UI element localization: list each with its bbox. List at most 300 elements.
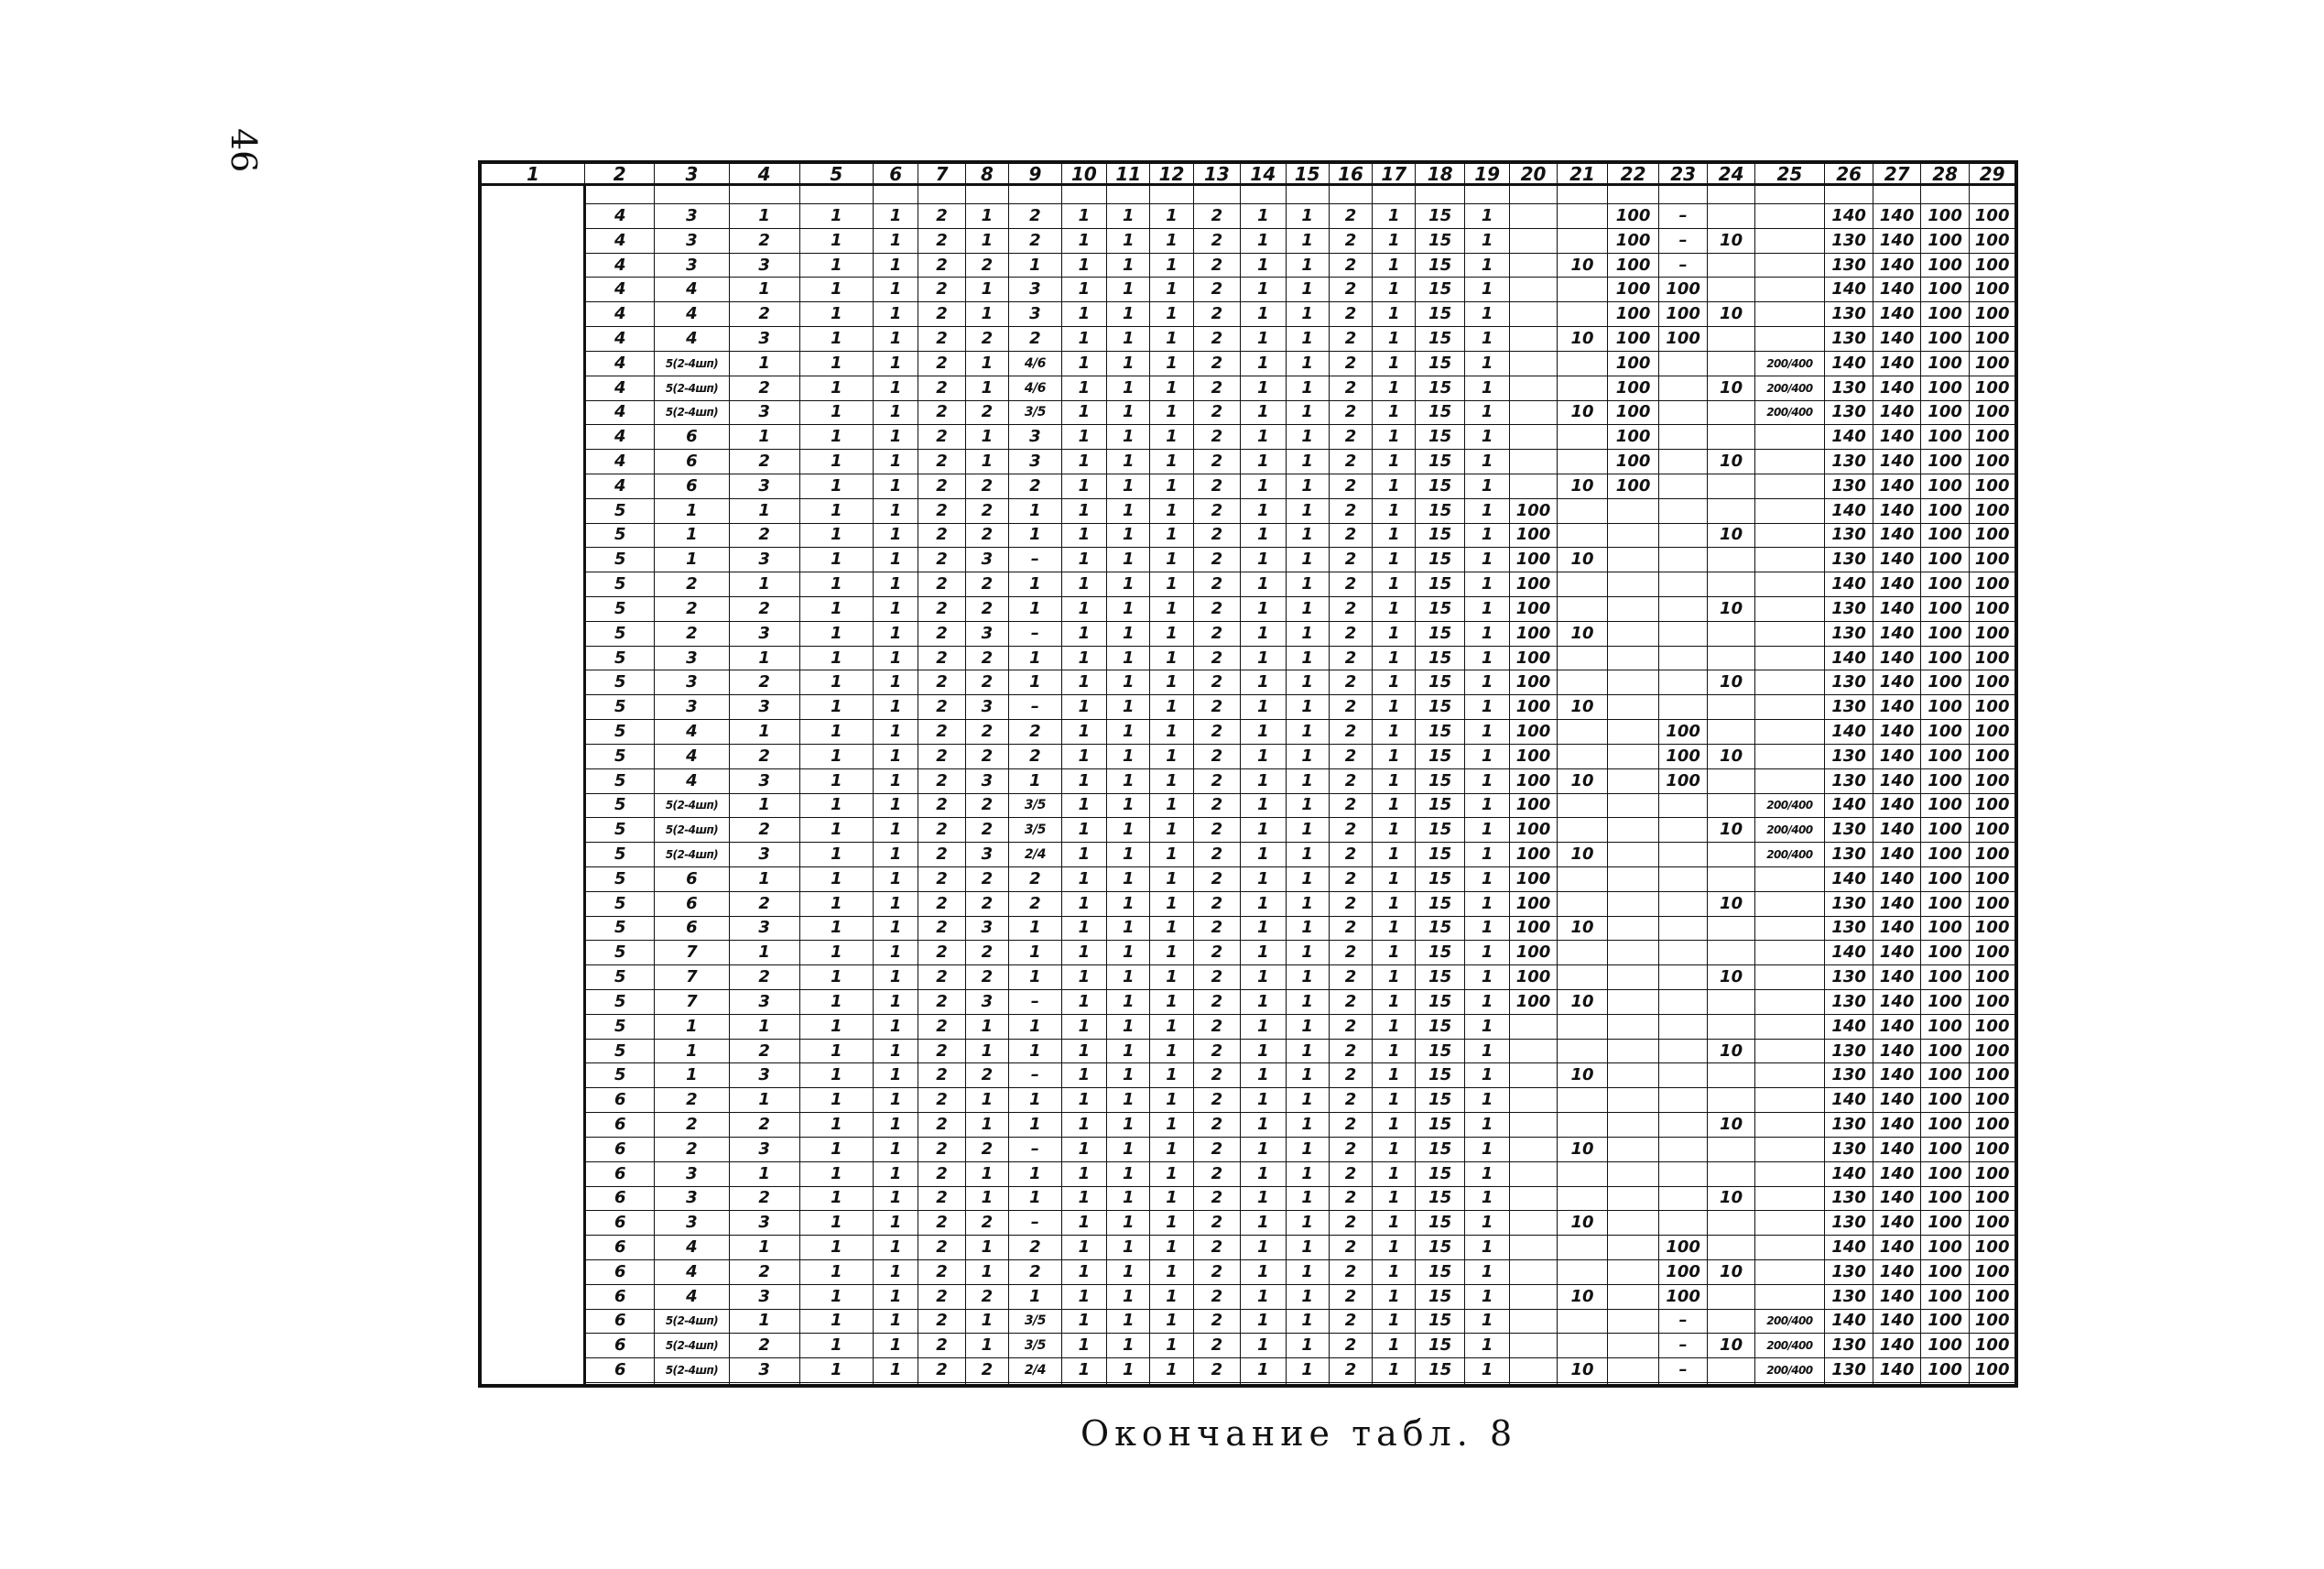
table-cell: 1 <box>729 1309 799 1334</box>
table-cell: 15 <box>1416 1063 1465 1088</box>
table-cell: 1 <box>1150 744 1193 768</box>
table-cell: 2 <box>1329 720 1372 745</box>
table-cell: 1 <box>1286 327 1329 352</box>
table-cell: 2 <box>1329 990 1372 1015</box>
table-cell: 1 <box>1150 351 1193 376</box>
table-cell: 1 <box>1107 670 1150 695</box>
table-cell: 100 <box>1920 1161 1970 1186</box>
table-cell: 1 <box>799 1014 873 1039</box>
table-cell: 2 <box>918 572 965 597</box>
table-cell: 7 <box>655 941 729 965</box>
table-cell: 1 <box>1373 941 1416 965</box>
table-cell: 15 <box>1416 916 1465 941</box>
table-cell: 1 <box>1373 1137 1416 1161</box>
table-cell: 1 <box>873 400 918 425</box>
table-cell <box>1608 548 1659 572</box>
table-cell <box>1557 1088 1608 1113</box>
table-row <box>482 597 2015 622</box>
table-cell: 1 <box>1241 425 1286 450</box>
table-cell: 1 <box>1061 1358 1106 1383</box>
table-cell: 2 <box>1193 1063 1240 1088</box>
table-cell: 1 <box>799 1088 873 1113</box>
table-cell: 1 <box>873 228 918 253</box>
table-cell: 2 <box>918 302 965 327</box>
table-cell: 10 <box>1557 843 1608 867</box>
table-cell: 1 <box>1464 376 1509 400</box>
table-cell: 5 <box>585 695 655 720</box>
table-cell: 2 <box>1329 278 1372 302</box>
table-cell: 2 <box>918 1039 965 1063</box>
table-cell: 2 <box>965 327 1008 352</box>
table-cell <box>1708 621 1754 646</box>
table-cell: 1 <box>1150 597 1193 622</box>
table-cell: 130 <box>1824 376 1873 400</box>
table-cell: 1 <box>1373 793 1416 818</box>
table-cell: 1 <box>873 916 918 941</box>
table-cell: 1 <box>1009 646 1062 670</box>
table-cell <box>1708 351 1754 376</box>
table-cell: 4 <box>655 327 729 352</box>
table-cell: 140 <box>1824 572 1873 597</box>
table-cell: 130 <box>1824 965 1873 990</box>
table-cell: 100 <box>1608 302 1659 327</box>
table-cell <box>1708 548 1754 572</box>
table-cell: 1 <box>1241 965 1286 990</box>
table-cell: 100 <box>1970 597 2015 622</box>
table-cell: 130 <box>1824 1186 1873 1211</box>
table-cell: 1 <box>799 621 873 646</box>
table-cell: 1 <box>1150 720 1193 745</box>
table-cell: 1 <box>1373 253 1416 278</box>
table-cell: 2 <box>1193 720 1240 745</box>
table-cell-empty <box>1970 1383 2015 1385</box>
table-cell <box>1557 597 1608 622</box>
table-cell: 1 <box>1150 793 1193 818</box>
table-cell: 1 <box>1061 720 1106 745</box>
table-cell: 4 <box>655 1259 729 1284</box>
table-cell: 1 <box>965 1259 1008 1284</box>
table-cell: 1 <box>1061 597 1106 622</box>
table-cell: 1 <box>1107 425 1150 450</box>
table-cell: 100 <box>1920 621 1970 646</box>
table-cell: 2 <box>1193 327 1240 352</box>
table-cell: 1 <box>1009 498 1062 523</box>
spacer-cell <box>1464 185 1509 204</box>
table-cell: 1 <box>1107 744 1150 768</box>
table-cell <box>1754 1039 1824 1063</box>
table-cell: 1 <box>1150 866 1193 891</box>
table-cell: 1 <box>729 941 799 965</box>
table-cell: 1 <box>729 204 799 229</box>
table-cell <box>1510 400 1557 425</box>
table-cell: 6 <box>585 1309 655 1334</box>
table-cell <box>1708 941 1754 965</box>
table-cell: 1 <box>1150 768 1193 793</box>
table-cell: 10 <box>1708 450 1754 474</box>
table-cell <box>1708 1309 1754 1334</box>
table-cell: 1 <box>1373 302 1416 327</box>
table-cell: 1 <box>1286 228 1329 253</box>
table-cell: 100 <box>1920 498 1970 523</box>
table-cell: 130 <box>1824 695 1873 720</box>
table-cell: 1 <box>1061 523 1106 548</box>
table-cell: 4 <box>585 302 655 327</box>
table-cell: 1 <box>1464 572 1509 597</box>
table-cell: 10 <box>1557 253 1608 278</box>
table-cell: 3 <box>655 1161 729 1186</box>
table-cell: 15 <box>1416 1236 1465 1260</box>
table-cell: 1 <box>1286 720 1329 745</box>
table-cell <box>1557 1236 1608 1260</box>
table-cell <box>1708 400 1754 425</box>
table-cell: 3 <box>655 204 729 229</box>
table-cell: 2 <box>918 253 965 278</box>
table-cell: 2 <box>1193 1259 1240 1284</box>
table-row <box>482 278 2015 302</box>
table-cell: 100 <box>1920 891 1970 916</box>
table-cell: 2 <box>1193 204 1240 229</box>
table-cell: 2 <box>1009 327 1062 352</box>
table-cell: 130 <box>1824 1063 1873 1088</box>
table-cell <box>1708 768 1754 793</box>
table-cell: 5 <box>585 1063 655 1088</box>
column-header: 6 <box>873 164 918 185</box>
table-cell <box>1557 646 1608 670</box>
table-cell: 100 <box>1970 1161 2015 1186</box>
table-cell: 15 <box>1416 1309 1465 1334</box>
table-cell: 1 <box>1241 450 1286 474</box>
table-cell: 2 <box>1329 866 1372 891</box>
table-cell <box>1708 1063 1754 1088</box>
table-row <box>482 523 2015 548</box>
table-cell: 2 <box>965 253 1008 278</box>
table-cell: 100 <box>1510 548 1557 572</box>
table-cell: 1 <box>1286 302 1329 327</box>
table-cell: 2 <box>918 670 965 695</box>
table-cell <box>1608 1137 1659 1161</box>
table-cell: 140 <box>1873 572 1920 597</box>
table-cell: 1 <box>873 646 918 670</box>
table-cell: 100 <box>1510 523 1557 548</box>
table-cell: 1 <box>799 474 873 498</box>
table-cell: 100 <box>1920 597 1970 622</box>
table-cell: 1 <box>1107 843 1150 867</box>
table-cell: 140 <box>1873 1186 1920 1211</box>
table-cell: 4 <box>655 744 729 768</box>
table-cell: 1 <box>1150 523 1193 548</box>
table-cell: 1 <box>1009 941 1062 965</box>
table-cell: 140 <box>1873 228 1920 253</box>
spacer-cell <box>1150 185 1193 204</box>
table-cell: 1 <box>1464 1309 1509 1334</box>
table-cell: 3 <box>729 916 799 941</box>
table-cell: 140 <box>1873 1113 1920 1138</box>
table-row <box>482 720 2015 745</box>
spacer-cell <box>1329 185 1372 204</box>
table-cell: 1 <box>1373 768 1416 793</box>
table-cell: 130 <box>1824 1334 1873 1358</box>
table-cell: 5 <box>585 891 655 916</box>
table-cell: 140 <box>1824 425 1873 450</box>
table-cell: 140 <box>1873 720 1920 745</box>
table-cell <box>1608 621 1659 646</box>
table-cell: 100 <box>1510 891 1557 916</box>
table-cell <box>1708 572 1754 597</box>
spacer-cell <box>1009 185 1062 204</box>
table-cell: 2 <box>918 327 965 352</box>
table-cell: 5(2-4шп) <box>655 1358 729 1383</box>
table-cell: 1 <box>1009 572 1062 597</box>
table-cell: 100 <box>1970 204 2015 229</box>
table-cell: 15 <box>1416 1137 1465 1161</box>
table-cell: 2/4 <box>1009 1358 1062 1383</box>
table-cell: 1 <box>1286 990 1329 1015</box>
table-cell: – <box>1009 1137 1062 1161</box>
table-cell: 2 <box>918 1186 965 1211</box>
table-cell: 1 <box>1286 523 1329 548</box>
table-cell: 1 <box>873 941 918 965</box>
table-cell: 1 <box>1464 843 1509 867</box>
table-row <box>482 1014 2015 1039</box>
table-cell: 100 <box>1970 302 2015 327</box>
table-cell: 4 <box>585 400 655 425</box>
table-cell: 100 <box>1970 572 2015 597</box>
table-cell: 100 <box>1970 965 2015 990</box>
table-cell <box>1510 1284 1557 1309</box>
table-cell: 1 <box>1464 474 1509 498</box>
table-cell <box>1754 597 1824 622</box>
table-cell: 3 <box>729 768 799 793</box>
table-cell <box>1658 1186 1708 1211</box>
table-cell: – <box>1009 548 1062 572</box>
table-cell: 100 <box>1970 720 2015 745</box>
table-cell: 10 <box>1557 990 1608 1015</box>
table-cell: 6 <box>585 1211 655 1236</box>
table-cell: 1 <box>655 1039 729 1063</box>
table-cell: 1 <box>1061 1063 1106 1088</box>
spacer-cell <box>1557 185 1608 204</box>
table-cell: 2 <box>1329 916 1372 941</box>
spacer-cell <box>1970 185 2015 204</box>
table-cell <box>1754 1186 1824 1211</box>
table-cell: 1 <box>1107 941 1150 965</box>
table-cell: 1 <box>1241 548 1286 572</box>
table-cell: 1 <box>1241 1334 1286 1358</box>
table-cell: 1 <box>1464 695 1509 720</box>
table-cell: 100 <box>1920 1211 1970 1236</box>
table-cell: 130 <box>1824 1137 1873 1161</box>
table-cell: 2 <box>918 646 965 670</box>
table-cell: 3/5 <box>1009 1309 1062 1334</box>
table-cell: 100 <box>1920 646 1970 670</box>
table-cell: 4 <box>585 327 655 352</box>
table-cell: 1 <box>1464 278 1509 302</box>
table-cell: 5 <box>585 597 655 622</box>
table-cell <box>1708 720 1754 745</box>
table-cell: 1 <box>1061 572 1106 597</box>
table-cell: 100 <box>1970 1259 2015 1284</box>
table-cell <box>1708 1014 1754 1039</box>
table-cell: 2 <box>1193 990 1240 1015</box>
table-cell: 200/400 <box>1754 843 1824 867</box>
table-cell: 2 <box>918 941 965 965</box>
table-cell <box>1608 1309 1659 1334</box>
table-cell: 2 <box>1193 228 1240 253</box>
table-row <box>482 793 2015 818</box>
table-cell: 100 <box>1510 866 1557 891</box>
table-row <box>482 1063 2015 1088</box>
table-cell: 1 <box>1373 450 1416 474</box>
table-cell <box>1510 278 1557 302</box>
table-cell <box>1658 646 1708 670</box>
table-cell: 1 <box>873 302 918 327</box>
table-cell-empty <box>1824 1383 1873 1385</box>
table-row <box>482 1259 2015 1284</box>
table-cell: 2 <box>1329 1186 1372 1211</box>
table-row <box>482 1039 2015 1063</box>
table-cell: 1 <box>1061 302 1106 327</box>
table-cell: 1 <box>1150 498 1193 523</box>
table-cell <box>1608 1088 1659 1113</box>
table-cell: 1 <box>873 866 918 891</box>
table-cell: 1 <box>1373 498 1416 523</box>
table-cell: 1 <box>1286 1259 1329 1284</box>
table-row <box>482 204 2015 229</box>
table-cell: 1 <box>1286 474 1329 498</box>
table-cell: 1 <box>1009 1039 1062 1063</box>
table-cell: 1 <box>1241 498 1286 523</box>
table-cell <box>1608 498 1659 523</box>
table-cell: 100 <box>1658 327 1708 352</box>
table-cell: 1 <box>729 1236 799 1260</box>
table-cell: 2 <box>918 450 965 474</box>
table-cell: 1 <box>799 1113 873 1138</box>
table-cell: 1 <box>799 278 873 302</box>
table-cell-empty <box>873 1383 918 1385</box>
table-cell: 100 <box>1970 793 2015 818</box>
table-cell <box>1658 376 1708 400</box>
table-cell: 2 <box>655 1137 729 1161</box>
table-cell: 2 <box>1193 351 1240 376</box>
table-cell: 10 <box>1708 1039 1754 1063</box>
table-cell: 100 <box>1920 990 1970 1015</box>
table-cell: 1 <box>1464 302 1509 327</box>
table-cell: 1 <box>729 498 799 523</box>
table-cell: 15 <box>1416 498 1465 523</box>
table-cell: 15 <box>1416 572 1465 597</box>
table-cell: 1 <box>1061 866 1106 891</box>
table-cell: 100 <box>1658 1236 1708 1260</box>
table-cell: 1 <box>1150 818 1193 843</box>
table-cell: 1 <box>1107 253 1150 278</box>
table-cell: 1 <box>873 1334 918 1358</box>
table-cell: 1 <box>1286 695 1329 720</box>
table-cell: 1 <box>799 744 873 768</box>
table-cell <box>1510 1088 1557 1113</box>
table-cell: 2 <box>1329 1211 1372 1236</box>
row-group-label <box>482 185 585 1385</box>
table-cell <box>1557 1113 1608 1138</box>
table-cell: 2 <box>655 1113 729 1138</box>
table-cell: 1 <box>1241 474 1286 498</box>
table-cell: 2 <box>918 1358 965 1383</box>
table-cell: 1 <box>1286 572 1329 597</box>
table-cell: 1 <box>1061 327 1106 352</box>
table-cell-empty <box>1557 1383 1608 1385</box>
table-cell-empty <box>655 1383 729 1385</box>
table-cell: 1 <box>729 1088 799 1113</box>
table-cell: – <box>1658 1334 1708 1358</box>
table-cell: 140 <box>1824 498 1873 523</box>
table-cell: 1 <box>655 1063 729 1088</box>
table-cell: 1 <box>1464 670 1509 695</box>
table-cell: 5 <box>585 793 655 818</box>
table-cell: 2 <box>965 646 1008 670</box>
table-row <box>482 302 2015 327</box>
table-cell <box>1754 1211 1824 1236</box>
table-cell: 140 <box>1873 695 1920 720</box>
table-cell: 100 <box>1970 1088 2015 1113</box>
table-cell: 100 <box>1920 965 1970 990</box>
table-cell <box>1557 1186 1608 1211</box>
table-cell: 1 <box>1286 1309 1329 1334</box>
table-cell <box>1510 1186 1557 1211</box>
table-cell: 1 <box>1286 891 1329 916</box>
table-cell: 1 <box>799 253 873 278</box>
table-cell: 140 <box>1873 450 1920 474</box>
table-cell-empty <box>1658 1383 1708 1385</box>
table-cell: 100 <box>1920 670 1970 695</box>
table-cell: 1 <box>1241 400 1286 425</box>
spacer-cell <box>585 185 655 204</box>
table-cell: 140 <box>1873 1334 1920 1358</box>
table-cell: 1 <box>1286 204 1329 229</box>
table-cell: 15 <box>1416 1039 1465 1063</box>
table-cell: 2 <box>1193 1088 1240 1113</box>
table-cell: 100 <box>1510 990 1557 1015</box>
table-cell: 3/5 <box>1009 793 1062 818</box>
table-cell: 1 <box>1107 695 1150 720</box>
table-cell: 2 <box>918 891 965 916</box>
table-cell <box>1708 474 1754 498</box>
table-cell: 1 <box>1107 474 1150 498</box>
table-cell: 2 <box>965 793 1008 818</box>
table-cell: 1 <box>1241 1259 1286 1284</box>
table-cell: 15 <box>1416 1334 1465 1358</box>
table-cell: 1 <box>1464 621 1509 646</box>
table-cell: 10 <box>1557 916 1608 941</box>
table-cell: 1 <box>873 1211 918 1236</box>
column-header: 4 <box>729 164 799 185</box>
table-cell: 1 <box>965 302 1008 327</box>
table-cell: 1 <box>799 793 873 818</box>
table-cell: 200/400 <box>1754 818 1824 843</box>
table-cell: 1 <box>1286 818 1329 843</box>
table-cell: 1 <box>1107 866 1150 891</box>
table-cell: 3/5 <box>1009 400 1062 425</box>
table-cell: 1 <box>1061 818 1106 843</box>
table-cell: 1 <box>799 1358 873 1383</box>
table-cell: 1 <box>1464 1063 1509 1088</box>
table-cell: 1 <box>1061 916 1106 941</box>
table-cell: 2 <box>1329 695 1372 720</box>
table-cell: 1 <box>873 1063 918 1088</box>
table-cell: 3 <box>965 843 1008 867</box>
table-cell: 3 <box>655 228 729 253</box>
table-cell: 200/400 <box>1754 400 1824 425</box>
table-cell: 140 <box>1873 474 1920 498</box>
table-cell: 1 <box>799 1161 873 1186</box>
